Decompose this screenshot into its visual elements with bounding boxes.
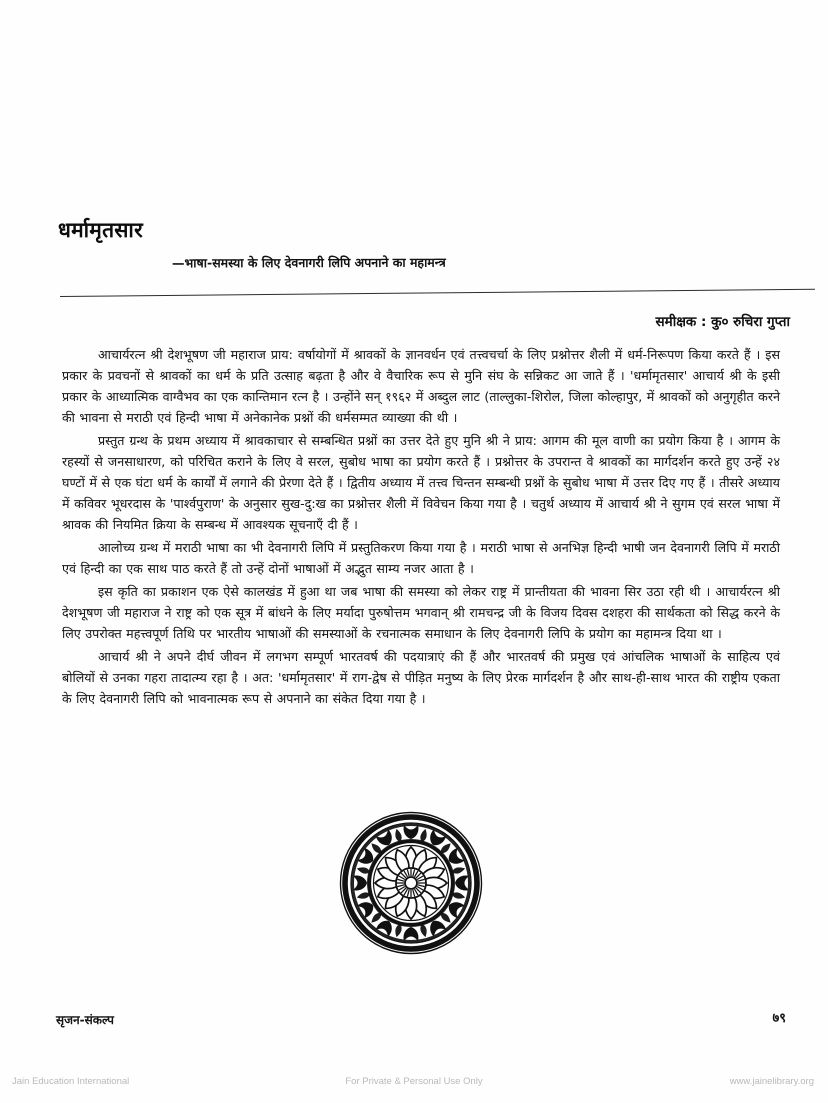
- scan-footer-organization: Jain Education International: [12, 1075, 130, 1087]
- body-paragraph: प्रस्तुत ग्रन्थ के प्रथम अध्याय में श्रावकाचार से सम्बन्धित प्रश्नों का उत्तर देते हुए मुनि श्री ने प्राय: आगम की मूल वाणी का प्रयोग किया है । आगम के रहस्यों से जनसाधारण, को परिचित कराने के लिए वे सरल, सुबोध भाषा का प्रयोग करते हैं । प्रश्नोत्तर के उपरान्त वे श्रावकों का मार्गदर्शन करते हुए उन्हें २४ घण्टों में से एक घंटा धर्म के कार्यों में लगाने की प्रेरणा देते हैं । द्वितीय अध्याय में तत्त्व चिन्तन सम्बन्धी प्रश्नों के सुबोध भाषा में उत्तर दिए गए हैं । तीसरे अध्याय में कविवर भूधरदास के 'पार्श्वपुराण' के अनुसार सुख-दु:ख का प्रश्नोत्तर शैली में विवेचन किया गया है । चतुर्थ अध्याय में आचार्य श्री ने सुगम एवं सरल भाषा में श्रावक की नियमित क्रिया के सम्बन्ध में आवश्यक सूचनाएँ दी हैं ।: [62, 433, 780, 532]
- body-paragraph: आचार्य श्री ने अपने दीर्घ जीवन में लगभग सम्पूर्ण भारतवर्ष की पदयात्राएं की हैं और भारतवर्ष की प्रमुख एवं आंचलिक भाषाओं के साहित्य एवं बोलियों से उनका गहरा तादात्म्य रहा है । अत: 'धर्मामृतसार' में राग-द्वेष से पीड़ित मनुष्य के लिए प्रेरक मार्गदर्शन है और साथ-ही-साथ भारत की राष्ट्रीय एकता के लिए देवनागरी लिपि को भावनात्मक रूप से अपनाने का संकेत दिया गया है ।: [62, 649, 780, 706]
- scan-footer-website[interactable]: www.jainelibrary.org: [729, 1075, 814, 1087]
- body-paragraph: आचार्यरत्न श्री देशभूषण जी महाराज प्राय: वर्षायोगों में श्रावकों के ज्ञानवर्धन एवं तत्त्वचर्चा के लिए प्रश्नोत्तर शैली में धर्म-निरूपण किया करते हैं । इस प्रकार के प्रवचनों से श्रावकों का धर्म के प्रति उत्साह बढ़ता है और वे वैचारिक रूप से मुनि संघ के सन्निकट आ जाते हैं । 'धर्मामृतसार' आचार्य श्री के इसी प्रकार के आध्यात्मिक वाग्वैभव का एक कान्तिमान रत्न है । उन्होंने सन् १९६२ में अब्दुल लाट (ताल्लुका-शिरोल, जिला कोल्हापुर, में श्रावकों को अनुगृहीत करने की भावना से मराठी एवं हिन्दी भाषा में अनेकानेक प्रश्नों की धर्मसम्मत व्याख्या की थी ।: [62, 347, 780, 425]
- body-paragraph: आलोच्य ग्रन्थ में मराठी भाषा का भी देवनागरी लिपि में प्रस्तुतिकरण किया गया है । मराठी भाषा से अनभिज्ञ हिन्दी भाषी जन देवनागरी लिपि में मराठी एवं हिन्दी का एक साथ पाठ करते हैं तो उन्हें दोनों भाषाओं में अद्भुत साम्य नजर आता है ।: [62, 540, 780, 576]
- mandala-rosette-icon: [338, 810, 484, 956]
- scan-watermark-footer: [0, 1072, 828, 1090]
- page-subtitle: —भाषा-समस्या के लिए देवनागरी लिपि अपनाने का महामन्त्र: [171, 254, 446, 271]
- header-divider: [60, 289, 815, 297]
- page-title: धर्मामृतसार: [58, 218, 143, 242]
- page-number: ७९: [772, 1011, 786, 1026]
- scan-footer-usage-notice: For Private & Personal Use Only: [345, 1075, 483, 1087]
- article-body: [62, 344, 780, 709]
- reviewer-byline: समीक्षक : कु० रुचिरा गुप्ता: [655, 314, 790, 330]
- body-paragraph: इस कृति का प्रकाशन एक ऐसे कालखंड में हुआ था जब भाषा की समस्या को लेकर राष्ट्र में प्रान्तीयता की भावना सिर उठा रही थी । आचार्यरत्न श्री देशभूषण जी महाराज ने राष्ट्र को एक सूत्र में बांधने के लिए मर्यादा पुरुषोत्तम भगवान् श्री रामचन्द्र जी के विजय दिवस दशहरा की सार्थकता को सिद्ध करने के लिए उपरोक्त महत्त्वपूर्ण तिथि पर भारतीय भाषाओं की समस्याओं के रचनात्मक समाधान के लिए देवनागरी लिपि के प्रयोग का महामन्त्र दिया था ।: [62, 584, 780, 641]
- footer-publication-label: सृजन-संकल्प: [56, 1013, 114, 1027]
